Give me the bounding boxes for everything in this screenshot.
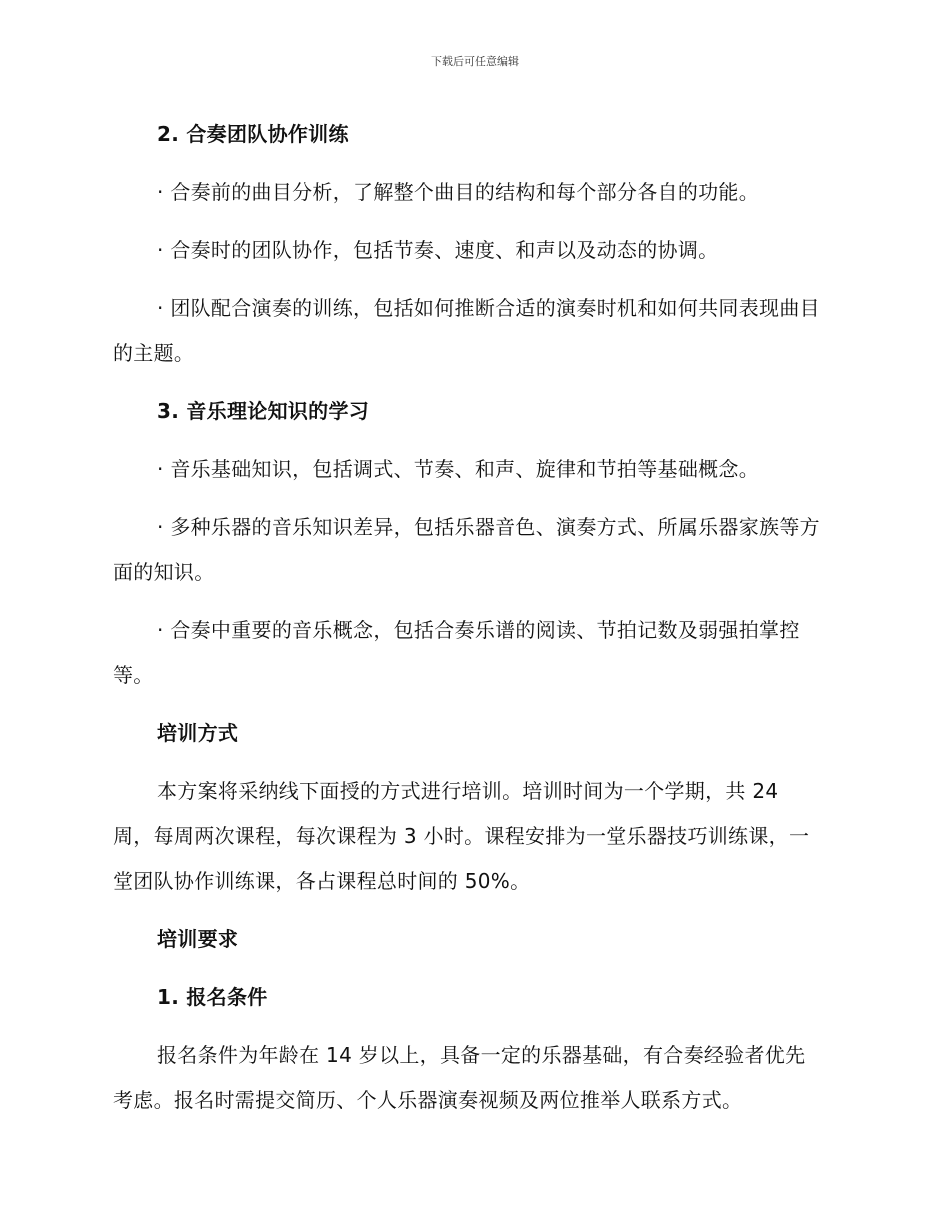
bullet-instrument-differences: · 多种乐器的音乐知识差异，包括乐器音色、演奏方式、所属乐器家族等方面的知识。 bbox=[113, 515, 820, 584]
page-header-note: 下载后可任意编辑 bbox=[431, 55, 519, 68]
paragraph-registration-conditions: 报名条件为年龄在 14 岁以上，具备一定的乐器基础，有合奏经验者优先考虑。报名时需提交简历、个人乐器演奏视频及两位推举人联系方式。 bbox=[113, 1043, 806, 1112]
bullet-ensemble-coordination: · 合奏时的团队协作，包括节奏、速度、和声以及动态的协调。 bbox=[157, 238, 719, 262]
section-heading-ensemble-teamwork: 2. 合奏团队协作训练 bbox=[157, 122, 349, 146]
section-heading-registration: 1. 报名条件 bbox=[157, 985, 268, 1009]
paragraph-training-method: 本方案将采纳线下面授的方式进行培训。培训时间为一个学期，共 24 周，每周两次课程，每次课程为 3 小时。课程安排为一堂乐器技巧训练课，一堂团队协作训练课，各占课程总时间的 50%。 bbox=[113, 779, 810, 893]
section-heading-training-requirements: 培训要求 bbox=[157, 927, 239, 951]
bullet-ensemble-concepts: · 合奏中重要的音乐概念，包括合奏乐谱的阅读、节拍记数及弱强拍掌控等。 bbox=[113, 618, 800, 687]
section-heading-music-theory: 3. 音乐理论知识的学习 bbox=[157, 399, 370, 423]
bullet-music-basics: · 音乐基础知识，包括调式、节奏、和声、旋律和节拍等基础概念。 bbox=[157, 457, 760, 481]
section-heading-training-method: 培训方式 bbox=[157, 721, 239, 745]
bullet-ensemble-analysis: · 合奏前的曲目分析，了解整个曲目的结构和每个部分各自的功能。 bbox=[157, 180, 760, 204]
bullet-team-performance: · 团队配合演奏的训练，包括如何推断合适的演奏时机和如何共同表现曲目的主题。 bbox=[113, 296, 820, 365]
document-body bbox=[113, 112, 825, 1136]
